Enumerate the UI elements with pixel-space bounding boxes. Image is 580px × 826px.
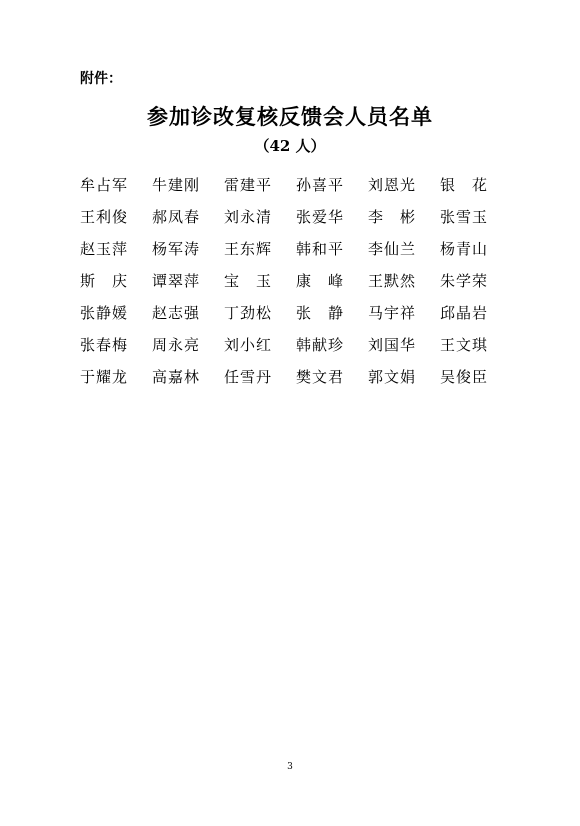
person-name: 张 静	[296, 304, 343, 322]
person-name: 杨 军 涛	[152, 240, 199, 258]
participant-count: （42 人）	[254, 137, 326, 155]
person-name: 宝 玉	[224, 272, 271, 290]
person-name: 刘 国 华	[368, 336, 415, 354]
person-name: 于 耀 龙	[80, 368, 127, 386]
person-name: 杨 青 山	[440, 240, 487, 258]
person-name: 邱 晶 岩	[440, 304, 487, 322]
person-name: 朱 学 荣	[440, 272, 487, 290]
person-name: 李 彬	[368, 208, 415, 226]
person-name: 牟 占 军	[80, 176, 127, 194]
person-name: 丁 劲 松	[224, 304, 271, 322]
person-name: 张 静 媛	[80, 304, 127, 322]
person-name: 郭 文 娟	[368, 368, 415, 386]
person-name: 王 利 俊	[80, 208, 127, 226]
person-name: 韩 和 平	[296, 240, 343, 258]
person-name: 张 春 梅	[80, 336, 127, 354]
person-name: 刘 永 清	[224, 208, 271, 226]
person-name: 孙 喜 平	[296, 176, 343, 194]
person-name: 韩 献 珍	[296, 336, 343, 354]
person-name: 高 嘉 林	[152, 368, 199, 386]
attachment-label: 附件：	[80, 71, 122, 87]
page-number: 3	[287, 762, 293, 772]
person-name: 刘 恩 光	[368, 176, 415, 194]
person-name: 王 文 琪	[440, 336, 487, 354]
person-name: 吴 俊 臣	[440, 368, 487, 386]
person-name: 赵 志 强	[152, 304, 199, 322]
person-name: 赵 玉 萍	[80, 240, 127, 258]
person-name: 康 峰	[296, 272, 343, 290]
person-name: 牛 建 刚	[152, 176, 199, 194]
person-name: 马 宇 祥	[368, 304, 415, 322]
person-name: 王 东 辉	[224, 240, 271, 258]
document-title: 参加诊改复核反馈会人员名单	[147, 105, 433, 129]
person-name: 雷 建 平	[224, 176, 271, 194]
person-name: 王 默 然	[368, 272, 415, 290]
name-list	[80, 174, 512, 398]
person-name: 银 花	[440, 176, 487, 194]
person-name: 周 永 亮	[152, 336, 199, 354]
person-name: 李 仙 兰	[368, 240, 415, 258]
person-name: 郝 凤 春	[152, 208, 199, 226]
person-name: 斯 庆	[80, 272, 127, 290]
person-name: 谭 翠 萍	[152, 272, 199, 290]
person-name: 刘 小 红	[224, 336, 271, 354]
person-name: 张 雪 玉	[440, 208, 487, 226]
person-name: 张 爱 华	[296, 208, 343, 226]
person-name: 任 雪 丹	[224, 368, 271, 386]
person-name: 樊 文 君	[296, 368, 343, 386]
